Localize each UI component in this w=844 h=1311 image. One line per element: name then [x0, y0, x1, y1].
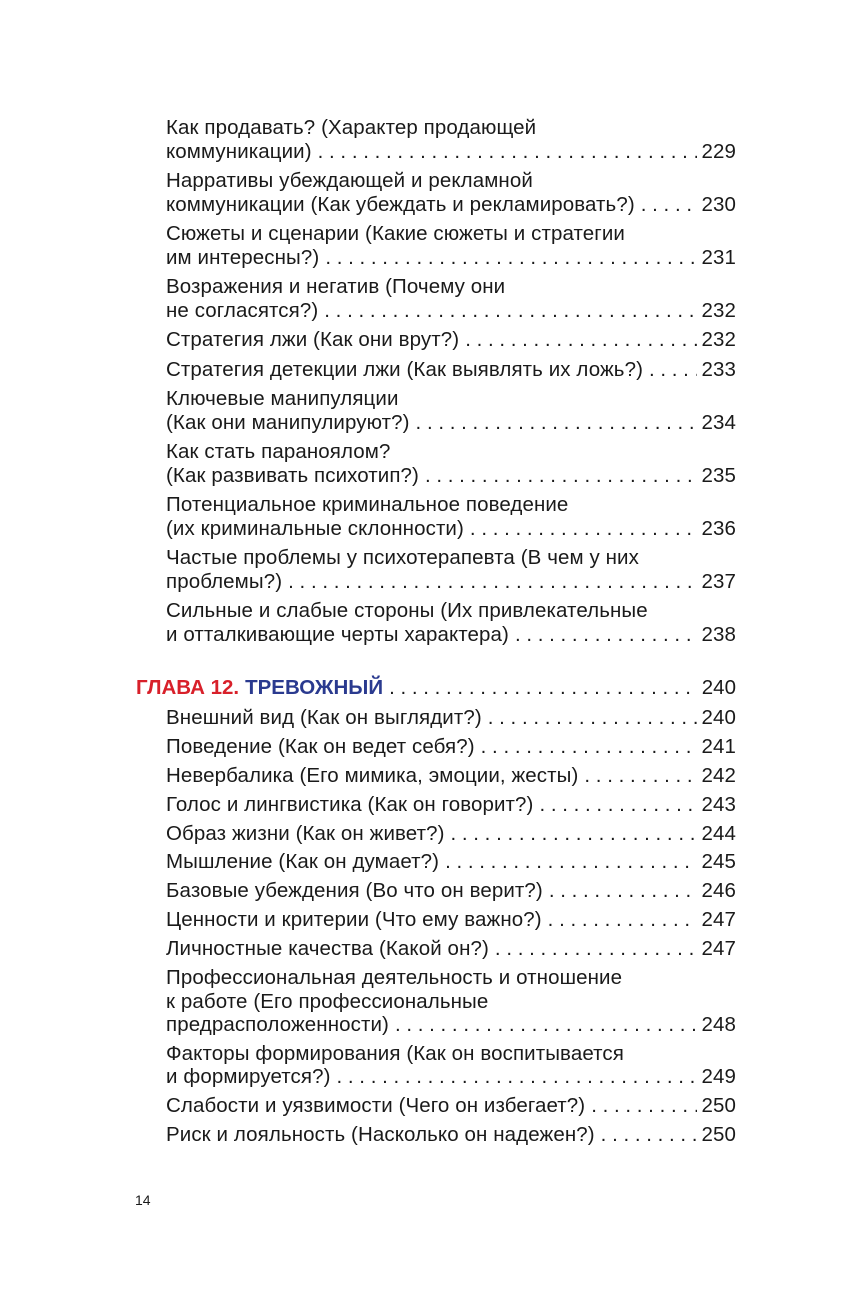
toc-entry-last-line	[166, 570, 736, 594]
page-number: 14	[135, 1192, 151, 1208]
toc-entry-title: Ценности и критерии (Что ему важно?)	[166, 908, 542, 932]
dot-leader	[548, 908, 698, 932]
toc-entry-last-line	[166, 193, 736, 217]
toc-section-2	[166, 706, 736, 1152]
toc-entry-title: Образ жизни (Как он живет?)	[166, 821, 445, 845]
chapter-heading[interactable]	[136, 676, 736, 700]
toc-entry-title: Слабости и уязвимости (Чего он избегает?)	[166, 1094, 586, 1118]
toc-entry-title: Голос и лингвистика (Как он говорит?)	[166, 792, 534, 816]
toc-entry-title: (их криминальные склонности)	[166, 516, 464, 540]
toc-entry-last-line	[166, 850, 736, 874]
toc-entry-line: Сильные и слабые стороны (Их привлекательные	[166, 599, 648, 622]
toc-entry-last-line	[166, 908, 736, 932]
toc-entry-title: (Как они манипулируют?)	[166, 410, 410, 434]
toc-entry-last-line	[166, 764, 736, 788]
chapter-label: ГЛАВА 12.	[136, 676, 240, 699]
toc-entry-last-line	[166, 879, 736, 903]
dot-leader	[488, 706, 698, 730]
toc-entry-page-number: 242	[701, 763, 736, 787]
toc-entry-last-line	[166, 706, 736, 730]
dot-leader	[641, 193, 698, 217]
dot-leader	[495, 937, 698, 961]
toc-entry[interactable]	[166, 937, 736, 961]
toc-entry-page-number: 235	[701, 463, 736, 487]
toc-entry-last-line	[166, 358, 736, 382]
toc-entry[interactable]	[166, 1094, 736, 1118]
toc-entry-line: Возражения и негатив (Почему они	[166, 275, 506, 298]
toc-entry-last-line	[166, 1013, 736, 1037]
toc-entry[interactable]	[166, 879, 736, 903]
toc-entry-page-number: 236	[701, 516, 736, 540]
toc-section-1	[166, 116, 736, 652]
toc-entry-line: Сюжеты и сценарии (Какие сюжеты и стратегии	[166, 222, 625, 245]
toc-entry[interactable]	[166, 328, 736, 352]
toc-entry-page-number: 231	[701, 245, 736, 269]
toc-entry-page-number: 249	[701, 1065, 736, 1089]
toc-entry[interactable]	[166, 764, 736, 788]
toc-entry-last-line	[166, 299, 736, 323]
toc-entry[interactable]	[166, 222, 736, 269]
toc-entry[interactable]	[166, 735, 736, 759]
toc-entry[interactable]	[166, 493, 736, 540]
toc-entry-last-line	[166, 1065, 736, 1089]
toc-entry-last-line	[166, 793, 736, 817]
toc-entry-last-line	[166, 328, 736, 352]
toc-entry-last-line	[166, 517, 736, 541]
toc-entry[interactable]	[166, 908, 736, 932]
toc-entry[interactable]	[166, 116, 736, 163]
toc-entry[interactable]	[166, 822, 736, 846]
toc-entry-page-number: 233	[701, 357, 736, 381]
toc-entry[interactable]	[166, 850, 736, 874]
toc-entry-page-number: 245	[701, 850, 736, 874]
toc-entry[interactable]	[166, 706, 736, 730]
toc-entry-page-number: 234	[701, 410, 736, 434]
toc-entry-line: Факторы формирования (Как он воспитывается	[166, 1041, 624, 1065]
toc-entry-page-number: 230	[701, 192, 736, 216]
toc-entry-page-number: 238	[701, 622, 736, 646]
toc-entry-page-number: 237	[701, 569, 736, 593]
toc-entry-title: Стратегия лжи (Как они врут?)	[166, 328, 460, 351]
toc-entry-title: Риск и лояльность (Насколько он надежен?)	[166, 1123, 595, 1147]
toc-entry-title: коммуникации)	[166, 139, 312, 163]
toc-entry-last-line	[166, 246, 736, 270]
toc-entry-line: к работе (Его профессиональные	[166, 989, 489, 1013]
toc-entry[interactable]	[166, 440, 736, 487]
toc-entry-page-number: 247	[701, 937, 736, 961]
toc-entry-title: Невербалика (Его мимика, эмоции, жесты)	[166, 763, 579, 787]
toc-entry-last-line	[166, 411, 736, 435]
toc-entry-line: Как стать параноялом?	[166, 440, 391, 463]
toc-entry-last-line	[166, 1094, 736, 1118]
chapter-title: ТРЕВОЖНЫЙ	[245, 676, 384, 699]
toc-entry-last-line	[166, 1123, 736, 1147]
toc-entry-title: и отталкивающие черты характера)	[166, 622, 509, 646]
toc-entry-page-number: 232	[701, 328, 736, 351]
dot-leader	[395, 1013, 698, 1037]
toc-entry[interactable]	[166, 358, 736, 382]
dot-leader	[425, 464, 698, 488]
toc-entry-page-number: 241	[701, 734, 736, 758]
dot-leader	[324, 299, 697, 323]
toc-entry-last-line	[166, 623, 736, 647]
dot-leader	[515, 623, 698, 647]
dot-leader	[539, 793, 697, 817]
toc-entry-line: Профессиональная деятельность и отношение	[166, 966, 623, 990]
toc-entry[interactable]	[166, 546, 736, 593]
toc-entry-title: Внешний вид (Как он выглядит?)	[166, 706, 482, 729]
toc-entry-last-line	[166, 822, 736, 846]
toc-entry-title: не согласятся?)	[166, 298, 319, 322]
toc-entry-page-number: 240	[701, 706, 736, 729]
toc-entry-line: Частые проблемы у психотерапевта (В чем у них	[166, 546, 639, 569]
toc-entry-last-line	[166, 464, 736, 488]
toc-entry-page-number: 248	[701, 1013, 736, 1037]
dot-leader	[451, 822, 698, 846]
dot-leader	[318, 140, 698, 164]
toc-entry-page-number: 244	[701, 821, 736, 845]
toc-entry-page-number: 243	[701, 792, 736, 816]
toc-entry[interactable]	[166, 966, 736, 1037]
toc-entry-page-number: 247	[701, 908, 736, 932]
toc-entry-page-number: 250	[701, 1123, 736, 1147]
toc-entry-title: Поведение (Как он ведет себя?)	[166, 734, 475, 758]
toc-entry[interactable]	[166, 275, 736, 322]
toc-entry-title: Стратегия детекции лжи (Как выявлять их ложь?)	[166, 357, 643, 381]
toc-entry-page-number: 246	[701, 879, 736, 903]
chapter-page-number: 240	[701, 676, 736, 699]
toc-entry-title: и формируется?)	[166, 1065, 331, 1089]
dot-leader	[584, 764, 697, 788]
toc-entry-line: Ключевые манипуляции	[166, 387, 399, 410]
toc-entry-page-number: 229	[701, 139, 736, 163]
toc-entry-last-line	[166, 140, 736, 164]
toc-entry-title: им интересны?)	[166, 245, 320, 269]
toc-entry[interactable]	[166, 599, 736, 646]
dot-leader	[288, 570, 697, 594]
dot-leader	[549, 879, 698, 903]
toc-entry-title: Базовые убеждения (Во что он верит?)	[166, 879, 543, 903]
dot-leader	[465, 328, 697, 352]
toc-entry-line: Потенциальное криминальное поведение	[166, 493, 569, 516]
toc-entry-title: (Как развивать психотип?)	[166, 463, 419, 487]
dot-leader	[389, 676, 698, 700]
toc-entry-line: Нарративы убеждающей и рекламной	[166, 169, 533, 192]
toc-entry-title: предрасположенности)	[166, 1013, 389, 1037]
dot-leader	[649, 358, 697, 382]
toc-entry-last-line	[166, 937, 736, 961]
toc-entry-page-number: 232	[701, 298, 736, 322]
toc-entry[interactable]	[166, 387, 736, 434]
toc-entry-title: Личностные качества (Какой он?)	[166, 937, 489, 961]
dot-leader	[591, 1094, 697, 1118]
toc-entry-last-line	[166, 735, 736, 759]
toc-entry-title: проблемы?)	[166, 569, 283, 593]
dot-leader	[337, 1065, 698, 1089]
dot-leader	[601, 1123, 698, 1147]
toc-entry[interactable]	[166, 793, 736, 817]
dot-leader	[445, 850, 697, 874]
toc-entry-title: Мышление (Как он думает?)	[166, 850, 440, 874]
toc-entry-line: Как продавать? (Характер продающей	[166, 116, 537, 139]
dot-leader	[481, 735, 698, 759]
dot-leader	[325, 246, 697, 270]
toc-entry[interactable]	[166, 1042, 736, 1089]
toc-entry-page-number: 250	[701, 1094, 736, 1118]
toc-entry[interactable]	[166, 1123, 736, 1147]
dot-leader	[470, 517, 698, 541]
toc-entry[interactable]	[166, 169, 736, 216]
dot-leader	[416, 411, 698, 435]
toc-entry-title: коммуникации (Как убеждать и рекламировать?)	[166, 192, 635, 216]
